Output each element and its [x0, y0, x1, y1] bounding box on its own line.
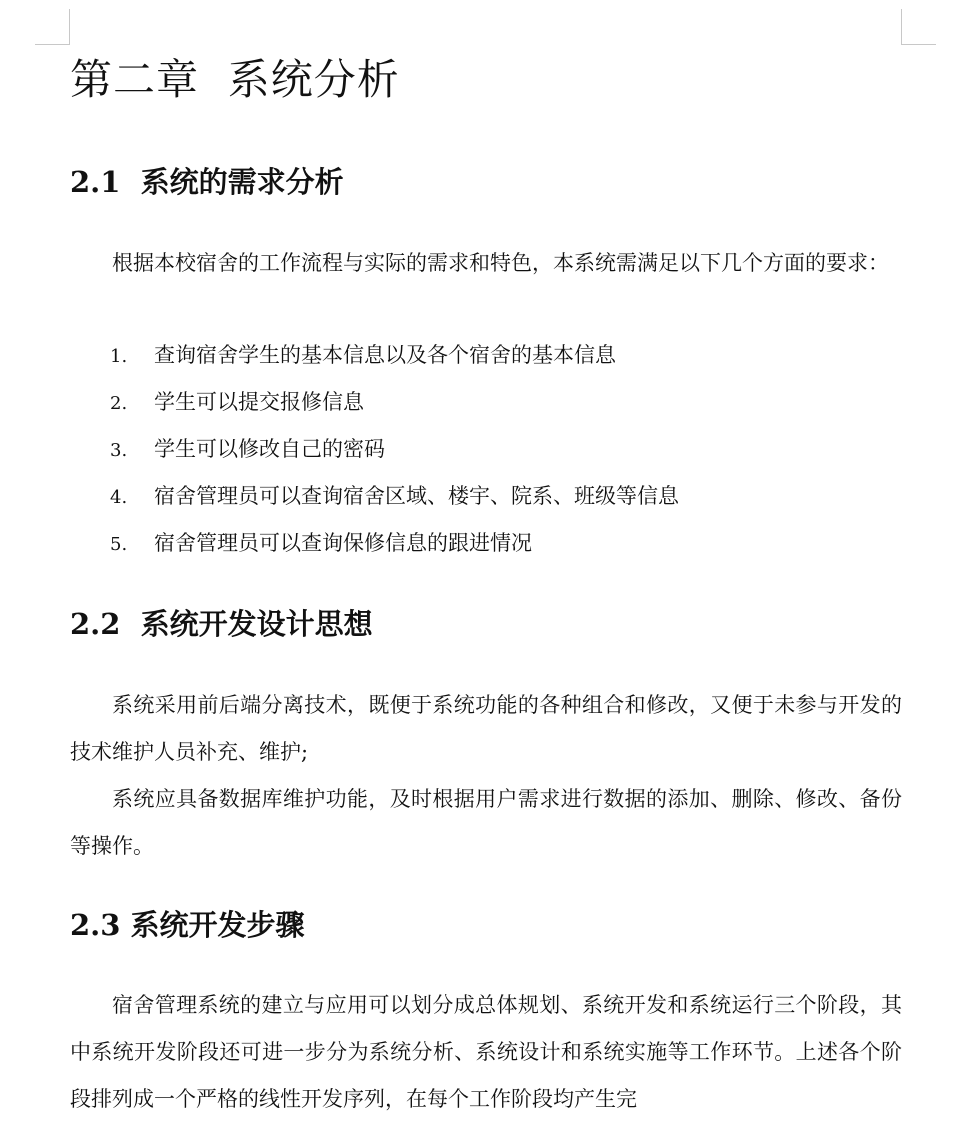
- chapter-title: 第二章 系统分析: [70, 55, 400, 104]
- list-item-text: 宿舍管理员可以查询宿舍区域、楼宇、院系、班级等信息: [154, 484, 679, 508]
- requirements-list: [70, 332, 679, 567]
- list-item-number: 2.: [110, 393, 128, 414]
- section-2-3-paragraph: 宿舍管理系统的建立与应用可以划分成总体规划、系统开发和系统运行三个阶段，其中系统开发阶段还可进一步分为系统分析、系统设计和系统实施等工作环节。上述各个阶段排列成一个严格的线性开发序列，在每个工作阶段均产生完: [70, 993, 902, 1111]
- list-item-text: 学生可以提交报修信息: [154, 390, 364, 414]
- list-item-number: 1.: [110, 346, 128, 367]
- section-2-2-paragraph: 系统采用前后端分离技术，既便于系统功能的各种组合和修改，又便于未参与开发的技术维护人员补充、维护;: [70, 693, 902, 764]
- list-item: [70, 332, 679, 379]
- list-item: [70, 520, 679, 567]
- list-item: [70, 426, 679, 473]
- corner-mark-top-right: [901, 44, 936, 45]
- list-item-number: 5.: [110, 534, 128, 555]
- list-item: [70, 379, 679, 426]
- list-item: [70, 473, 679, 520]
- list-item-text: 查询宿舍学生的基本信息以及各个宿舍的基本信息: [154, 343, 616, 367]
- section-heading-2-2: 2.2 系统开发设计思想: [70, 607, 373, 641]
- corner-mark-top-right: [901, 9, 902, 44]
- corner-mark-top-left: [35, 44, 70, 45]
- section-2-2-paragraph: 系统应具备数据库维护功能，及时根据用户需求进行数据的添加、删除、修改、备份等操作。: [70, 787, 902, 858]
- section-2-1-paragraph: 根据本校宿舍的工作流程与实际的需求和特色，本系统需满足以下几个方面的要求：: [112, 251, 889, 275]
- list-item-text: 宿舍管理员可以查询保修信息的跟进情况: [154, 531, 532, 555]
- list-item-number: 3.: [110, 440, 128, 461]
- list-item-text: 学生可以修改自己的密码: [154, 437, 385, 461]
- section-heading-2-1: 2.1 系统的需求分析: [70, 165, 344, 199]
- section-heading-2-3: 2.3 系统开发步骤: [70, 908, 305, 942]
- list-item-number: 4.: [110, 487, 128, 508]
- corner-mark-top-left: [69, 9, 70, 44]
